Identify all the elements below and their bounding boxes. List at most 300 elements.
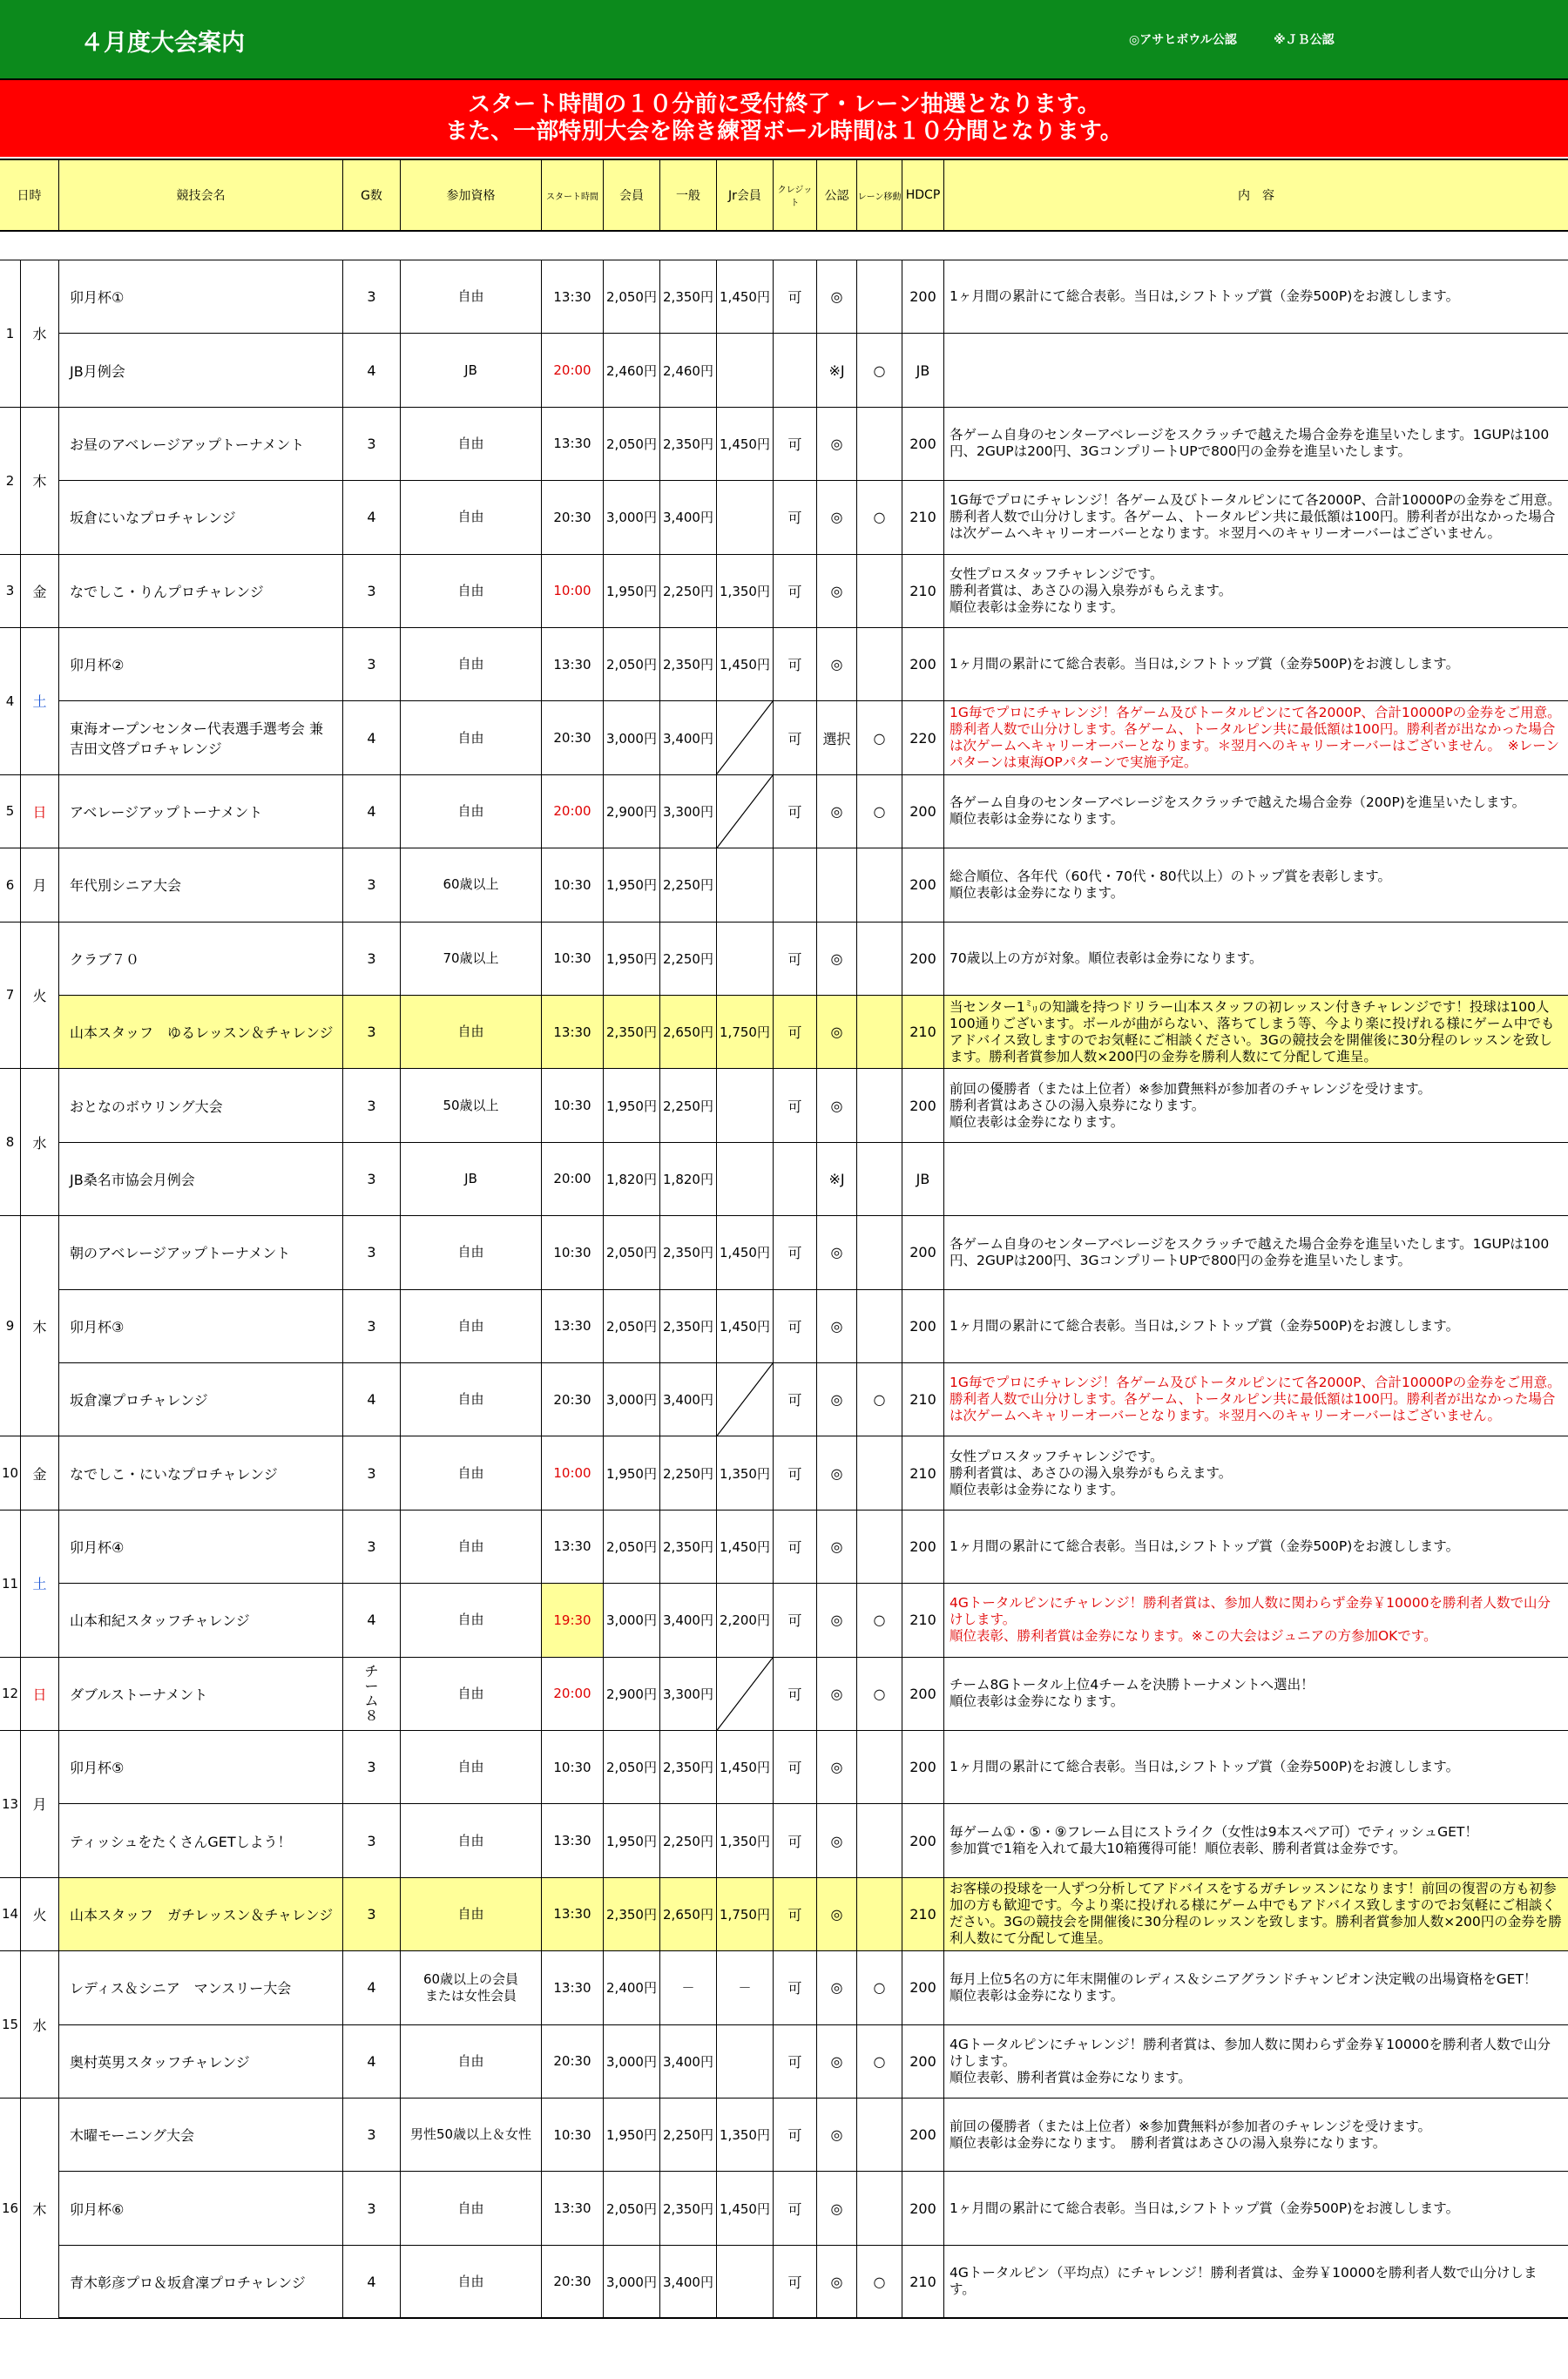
table-row <box>0 701 1568 774</box>
weekday: 水 <box>21 1069 59 1215</box>
table-row <box>0 1216 1568 1289</box>
event-name: 卯月杯⑤ <box>59 1731 343 1803</box>
games-count: 3 <box>343 2172 401 2244</box>
official-mark: ◎ <box>817 1731 857 1803</box>
table-row <box>0 2025 1568 2099</box>
general-fee: 2,650円 <box>660 1878 717 1950</box>
lane-move: ○ <box>857 775 902 848</box>
official-mark: ◎ <box>817 2099 857 2171</box>
official-mark: ◎ <box>817 775 857 848</box>
title-bar <box>0 0 1568 80</box>
table-row <box>0 1584 1568 1657</box>
official-mark: ◎ <box>817 1363 857 1436</box>
start-time: 20:30 <box>542 481 604 553</box>
credit-ok: 可 <box>774 775 817 848</box>
hdcp: 200 <box>902 1658 944 1730</box>
start-time: 10:00 <box>542 1436 604 1509</box>
event-name: なでしこ・にいなプロチャレンジ <box>59 1436 343 1509</box>
weekday: 金 <box>21 1436 59 1509</box>
official-mark: ◎ <box>817 555 857 627</box>
weekday: 木 <box>21 2099 59 2318</box>
event-name: ティッシュをたくさんGETしよう！ <box>59 1804 343 1876</box>
event-content: 女性プロスタッフチャレンジです。 勝利者賞は、あさひの湯入泉券がもらえます。 順位表彰は金券になります。 <box>950 565 1233 615</box>
lane-move <box>857 1436 902 1509</box>
header-spacer <box>0 232 1568 260</box>
eligibility: 自由 <box>401 1363 542 1436</box>
general-fee: 2,350円 <box>660 1216 717 1288</box>
event-content: 前回の優勝者（または上位者）※参加費無料が参加者のチャレンジを受けます。 順位表彰は金券になります。 勝利者賞はあさひの湯入泉券になります。 <box>950 2118 1432 2151</box>
official-mark: ◎ <box>817 1878 857 1950</box>
event-content: 1ヶ月間の累計にて総合表彰。当日は,シフトトップ賞（金券500P)をお渡しします。 <box>950 656 1460 672</box>
member-fee: 2,050円 <box>604 408 660 480</box>
start-time: 20:30 <box>542 701 604 774</box>
member-fee: 2,400円 <box>604 1951 660 2024</box>
col-start-time: スタート時間 <box>542 160 604 230</box>
lane-move <box>857 555 902 627</box>
games-count: 3 <box>343 2099 401 2171</box>
weekday: 木 <box>21 408 59 554</box>
event-name: 山本スタッフ ゆるレッスン＆チャレンジ <box>59 996 343 1068</box>
general-fee: 2,350円 <box>660 1731 717 1803</box>
weekday: 土 <box>21 628 59 774</box>
jr-fee <box>717 923 774 995</box>
event-name: ダブルストーナメント <box>59 1658 343 1730</box>
general-fee: － <box>660 1951 717 2024</box>
table-row <box>0 555 1568 628</box>
eligibility: JB <box>401 1143 542 1215</box>
eligibility: 自由 <box>401 1436 542 1509</box>
event-name: 青木彰彦プロ＆坂倉凜プロチャレンジ <box>59 2246 343 2318</box>
hdcp: 200 <box>902 1511 944 1583</box>
weekday: 土 <box>21 1511 59 1657</box>
event-name: 年代別シニア大会 <box>59 848 343 921</box>
event-name: クラブ７０ <box>59 923 343 995</box>
credit-ok: 可 <box>774 2246 817 2318</box>
table-row <box>0 334 1568 407</box>
hdcp: 210 <box>902 996 944 1068</box>
event-name: 坂倉にいなプロチャレンジ <box>59 481 343 553</box>
eligibility: 自由 <box>401 555 542 627</box>
weekday: 水 <box>21 260 59 407</box>
general-fee: 2,350円 <box>660 1511 717 1583</box>
day-number: 7 <box>0 923 21 1069</box>
member-fee: 1,950円 <box>604 1436 660 1509</box>
hdcp: 200 <box>902 628 944 700</box>
credit-ok: 可 <box>774 1804 817 1876</box>
lane-move <box>857 2099 902 2171</box>
start-time: 20:30 <box>542 1363 604 1436</box>
lane-move <box>857 848 902 921</box>
start-time: 13:30 <box>542 1878 604 1950</box>
official-mark: ◎ <box>817 481 857 553</box>
event-content: 4Gトータルピンにチャレンジ！勝利者賞は、参加人数に関わらず金券￥10000を勝利者人数で山分けします。 順位表彰、勝利者賞は金券になります。※この大会はジュニアの方参加OKです。 <box>950 1595 1551 1645</box>
event-name: 坂倉凜プロチャレンジ <box>59 1363 343 1436</box>
day-number: 14 <box>0 1878 21 1950</box>
games-count: 3 <box>343 1731 401 1803</box>
jr-fee: 2,200円 <box>717 1584 774 1656</box>
table-row <box>0 408 1568 481</box>
member-fee: 3,000円 <box>604 2025 660 2098</box>
lane-move <box>857 1216 902 1288</box>
games-count: 4 <box>343 1584 401 1656</box>
official-mark: ◎ <box>817 1658 857 1730</box>
general-fee: 2,460円 <box>660 334 717 406</box>
lane-move: ○ <box>857 481 902 553</box>
event-content: 各ゲーム自身のセンターアベレージをスクラッチで越えた場合金券を進呈いたします。1GUPは100円、2GUPは200円、3GコンプリートUPで800円の金券を進呈いたします。 <box>950 1235 1550 1268</box>
col-content: 内 容 <box>1238 189 1274 203</box>
day-number: 1 <box>0 260 21 407</box>
official-mark: ◎ <box>817 2246 857 2318</box>
legend-jb: ※ＪＢ公認 <box>1274 33 1335 47</box>
lane-move: ○ <box>857 701 902 774</box>
lane-move <box>857 2172 902 2244</box>
table-row <box>0 260 1568 334</box>
start-time: 13:30 <box>542 260 604 333</box>
start-time: 10:30 <box>542 848 604 921</box>
member-fee: 2,050円 <box>604 1290 660 1362</box>
member-fee: 2,900円 <box>604 1658 660 1730</box>
jr-fee: 1,450円 <box>717 408 774 480</box>
jr-fee <box>717 1658 774 1730</box>
official-mark: ◎ <box>817 1951 857 2024</box>
member-fee: 3,000円 <box>604 1584 660 1656</box>
jr-fee: 1,450円 <box>717 2172 774 2244</box>
games-count: 4 <box>343 701 401 774</box>
event-content: 毎ゲーム①・⑤・⑨フレーム目にストライク（女性は9本スペア可）でティッシュGET！ 参加賞で1箱を入れて最大10箱獲得可能！順位表彰、勝利者賞は金券です。 <box>950 1824 1478 1857</box>
day-number: 5 <box>0 775 21 848</box>
games-count: 3 <box>343 1878 401 1950</box>
lane-move <box>857 260 902 333</box>
jr-fee <box>717 775 774 848</box>
table-header <box>0 159 1568 232</box>
start-time: 10:30 <box>542 1216 604 1288</box>
event-content: 1G毎でプロにチャレンジ！各ゲーム及びトータルピンにて各2000P、合計10000Pの金券をご用意。勝利者人数で山分けします。各ゲーム、トータルピン共に最低額は100円。勝利者が出なかった場合は次ゲームへキャリーオーバーとなります。＊翌月へのキャリーオーバーはございません。 <box>950 1375 1561 1424</box>
credit-ok: 可 <box>774 2025 817 2098</box>
member-fee: 2,050円 <box>604 1216 660 1288</box>
member-fee: 3,000円 <box>604 481 660 553</box>
eligibility: 自由 <box>401 1731 542 1803</box>
eligibility: 自由 <box>401 701 542 774</box>
jr-fee: 1,350円 <box>717 2099 774 2171</box>
start-time: 10:00 <box>542 555 604 627</box>
lane-move <box>857 1511 902 1583</box>
credit-ok: 可 <box>774 701 817 774</box>
day-number: 3 <box>0 555 21 627</box>
general-fee: 2,250円 <box>660 555 717 627</box>
day-number: 2 <box>0 408 21 554</box>
hdcp: 210 <box>902 555 944 627</box>
official-mark: ◎ <box>817 260 857 333</box>
table-row <box>0 1143 1568 1216</box>
games-count: 3 <box>343 1143 401 1215</box>
jr-fee-value <box>742 803 747 819</box>
hdcp: 200 <box>902 1216 944 1288</box>
event-content <box>944 1143 1568 1215</box>
official-mark: ◎ <box>817 1216 857 1288</box>
jr-fee: 1,450円 <box>717 1731 774 1803</box>
start-time: 10:30 <box>542 923 604 995</box>
event-content: 毎月上位5名の方に年末開催のレディス＆シニアグランドチャンピオン決定戦の出場資格をGET！ 順位表彰は金券になります。 <box>950 1970 1538 2004</box>
weekday: 月 <box>21 848 59 921</box>
hdcp: 200 <box>902 1951 944 2024</box>
hdcp: 200 <box>902 848 944 921</box>
event-content: 1G毎でプロにチャレンジ！各ゲーム及びトータルピンにて各2000P、合計10000Pの金券をご用意。勝利者人数で山分けします。各ゲーム、トータルピン共に最低額は100円。勝利者が出なかった場合は次ゲームへキャリーオーバーとなります。＊翌月へのキャリーオーバーはございません。 <box>950 492 1561 542</box>
start-time: 10:30 <box>542 2099 604 2171</box>
eligibility: 自由 <box>401 775 542 848</box>
hdcp: 200 <box>902 2099 944 2171</box>
lane-move <box>857 1143 902 1215</box>
official-mark: ◎ <box>817 1436 857 1509</box>
hdcp: 200 <box>902 2172 944 2244</box>
jr-fee: 1,450円 <box>717 260 774 333</box>
member-fee: 2,050円 <box>604 1731 660 1803</box>
event-content: お客様の投球を一人ずつ分析してアドバイスをするガチレッスンになります！前回の復習の方も初参加の方も歓迎です。今より楽に投げれる様にゲーム中でもアドバイス致しますのでお気軽にご相談ください。3Gの競技会を開催後に30分程のレッスンを致します。勝利者賞参加人数×200円の金券を勝利人数にて分配して進呈。 <box>944 1878 1568 1950</box>
event-content <box>944 334 1568 406</box>
table-row <box>0 1658 1568 1731</box>
hdcp: 200 <box>902 1804 944 1876</box>
jr-fee: 1,450円 <box>717 1216 774 1288</box>
credit-ok: 可 <box>774 628 817 700</box>
event-name: レディス＆シニア マンスリー大会 <box>59 1951 343 2024</box>
start-time: 20:30 <box>542 2025 604 2098</box>
credit-ok: 可 <box>774 1584 817 1656</box>
credit-ok: 可 <box>774 1069 817 1141</box>
day-number: 10 <box>0 1436 21 1509</box>
credit-ok: 可 <box>774 1511 817 1583</box>
event-content: 女性プロスタッフチャレンジです。 勝利者賞は、あさひの湯入泉券がもらえます。 順位表彰は金券になります。 <box>950 1448 1233 1497</box>
col-hdcp: HDCP <box>902 160 944 230</box>
jr-fee: 1,350円 <box>717 1804 774 1876</box>
jr-fee: 1,450円 <box>717 1290 774 1362</box>
start-time: 20:00 <box>542 334 604 406</box>
member-fee: 1,950円 <box>604 923 660 995</box>
eligibility: 自由 <box>401 996 542 1068</box>
eligibility: 自由 <box>401 2172 542 2244</box>
start-time: 13:30 <box>542 408 604 480</box>
jr-fee: 1,750円 <box>717 996 774 1068</box>
table-row <box>0 923 1568 996</box>
games-count: 3 <box>343 1436 401 1509</box>
day-number: 13 <box>0 1731 21 1877</box>
credit-ok: 可 <box>774 1658 817 1730</box>
official-mark: ※J <box>817 334 857 406</box>
member-fee: 2,050円 <box>604 1511 660 1583</box>
event-content: 1ヶ月間の累計にて総合表彰。当日は,シフトトップ賞（金券500P)をお渡しします。 <box>950 1538 1460 1554</box>
event-content: 1ヶ月間の累計にて総合表彰。当日は,シフトトップ賞（金券500P)をお渡しします。 <box>950 288 1460 305</box>
start-time: 10:30 <box>542 1069 604 1141</box>
games-count: 3 <box>343 628 401 700</box>
credit-ok: 可 <box>774 260 817 333</box>
eligibility: 自由 <box>401 1804 542 1876</box>
table-row <box>0 1951 1568 2024</box>
start-time: 13:30 <box>542 996 604 1068</box>
eligibility: 50歳以上 <box>401 1069 542 1141</box>
eligibility: 自由 <box>401 1216 542 1288</box>
table-row <box>0 1363 1568 1436</box>
event-content: 1ヶ月間の累計にて総合表彰。当日は,シフトトップ賞（金券500P)をお渡しします。 <box>950 2200 1460 2216</box>
lane-move <box>857 923 902 995</box>
hdcp: 210 <box>902 1436 944 1509</box>
col-general-fee: 一般 <box>660 160 717 230</box>
start-time: 19:30 <box>542 1584 604 1656</box>
table-row <box>0 2172 1568 2245</box>
event-content: 1ヶ月間の累計にて総合表彰。当日は,シフトトップ賞（金券500P)をお渡しします。 <box>950 1759 1460 1775</box>
official-mark: ◎ <box>817 2025 857 2098</box>
lane-move <box>857 1731 902 1803</box>
hdcp: 200 <box>902 2025 944 2098</box>
jr-fee-value <box>742 1392 747 1408</box>
official-mark: ※J <box>817 1143 857 1215</box>
day-number: 4 <box>0 628 21 774</box>
hdcp: 200 <box>902 408 944 480</box>
member-fee: 3,000円 <box>604 701 660 774</box>
eligibility: 自由 <box>401 1658 542 1730</box>
eligibility: 男性50歳以上＆女性 <box>401 2099 542 2171</box>
day-number: 9 <box>0 1216 21 1436</box>
event-content: 当センター1㍉の知識を持つドリラー山本スタッフの初レッスン付きチャレンジです！投球は100人100通りございます。ボールが曲がらない、落ちてしまう等、今より楽に投げれる様にゲーム中でもアドバイス致しますのでお気軽にご相談ください。3Gの競技会を開催後に30分程のレッスンを致します。勝利者賞参加人数×200円の金券を勝利人数にて分配して進呈。 <box>944 996 1568 1068</box>
event-content: 1G毎でプロにチャレンジ！各ゲーム及びトータルピンにて各2000P、合計10000Pの金券をご用意。勝利者人数で山分けします。各ゲーム、トータルピン共に最低額は100円。勝利者が出なかった場合は次ゲームへキャリーオーバーとなります。＊翌月へのキャリーオーバーはございません。 ※レーンパターンは東海OPパターンで実施予定。 <box>950 705 1561 771</box>
day-number: 6 <box>0 848 21 921</box>
weekday: 木 <box>21 1216 59 1436</box>
general-fee: 1,820円 <box>660 1143 717 1215</box>
event-content: 4Gトータルピンにチャレンジ！勝利者賞は、参加人数に関わらず金券￥10000を勝利者人数で山分けします。 順位表彰、勝利者賞は金券になります。 <box>950 2036 1551 2085</box>
start-time: 13:30 <box>542 1804 604 1876</box>
event-name: 山本スタッフ ガチレッスン＆チャレンジ <box>59 1878 343 1950</box>
games-count: 4 <box>343 334 401 406</box>
table-row <box>0 2099 1568 2172</box>
event-name: 卯月杯① <box>59 260 343 333</box>
eligibility: JB <box>401 334 542 406</box>
event-name: JB月例会 <box>59 334 343 406</box>
event-name: 卯月杯③ <box>59 1290 343 1362</box>
page-title: ４月度大会案内 <box>80 30 245 57</box>
games-count: 3 <box>343 1804 401 1876</box>
table-row <box>0 1878 1568 1951</box>
day-number: 12 <box>0 1658 21 1730</box>
day-number: 16 <box>0 2099 21 2318</box>
games-count: 3 <box>343 923 401 995</box>
col-official: 公認 <box>817 160 857 230</box>
event-name: 山本和紀スタッフチャレンジ <box>59 1584 343 1656</box>
general-fee: 2,650円 <box>660 996 717 1068</box>
eligibility: 60歳以上 <box>401 848 542 921</box>
event-name: 奥村英男スタッフチャレンジ <box>59 2025 343 2098</box>
hdcp: 220 <box>902 701 944 774</box>
credit-ok: 可 <box>774 2172 817 2244</box>
member-fee: 1,950円 <box>604 1069 660 1141</box>
general-fee: 3,400円 <box>660 701 717 774</box>
hdcp: 200 <box>902 260 944 333</box>
event-name: 卯月杯② <box>59 628 343 700</box>
member-fee: 2,350円 <box>604 996 660 1068</box>
eligibility: 70歳以上 <box>401 923 542 995</box>
hdcp: 200 <box>902 775 944 848</box>
general-fee: 2,350円 <box>660 1290 717 1362</box>
official-mark: ◎ <box>817 1511 857 1583</box>
general-fee: 2,350円 <box>660 628 717 700</box>
start-time: 13:30 <box>542 1290 604 1362</box>
member-fee: 2,900円 <box>604 775 660 848</box>
hdcp: 200 <box>902 1069 944 1141</box>
jr-fee <box>717 1069 774 1141</box>
event-name: お昼のアベレージアップトーナメント <box>59 408 343 480</box>
games-count: 3 <box>343 260 401 333</box>
games-count: 4 <box>343 775 401 848</box>
hdcp: 210 <box>902 2246 944 2318</box>
event-content: 総合順位、各年代（60代・70代・80代以上）のトップ賞を表彰します。 順位表彰は金券になります。 <box>950 868 1391 901</box>
member-fee: 2,050円 <box>604 628 660 700</box>
start-time: 13:30 <box>542 1951 604 2024</box>
jr-fee <box>717 701 774 774</box>
weekday: 金 <box>21 555 59 627</box>
eligibility: 自由 <box>401 260 542 333</box>
eligibility: 自由 <box>401 1290 542 1362</box>
lane-move <box>857 628 902 700</box>
event-name: なでしこ・りんプロチャレンジ <box>59 555 343 627</box>
notice-line-1: スタート時間の１０分前に受付終了・レーン抽選となります。 <box>468 91 1100 118</box>
credit-ok: 可 <box>774 555 817 627</box>
weekday: 火 <box>21 923 59 1069</box>
official-mark: ◎ <box>817 2172 857 2244</box>
weekday: 水 <box>21 1951 59 2098</box>
jr-fee: 1,750円 <box>717 1878 774 1950</box>
official-mark: ◎ <box>817 1584 857 1656</box>
member-fee: 1,820円 <box>604 1143 660 1215</box>
day-number: 15 <box>0 1951 21 2098</box>
jr-fee <box>717 848 774 921</box>
hdcp: 200 <box>902 1290 944 1362</box>
start-time: 13:30 <box>542 2172 604 2244</box>
start-time: 13:30 <box>542 628 604 700</box>
event-content: 各ゲーム自身のセンターアベレージをスクラッチで越えた場合金券を進呈いたします。1GUPは100円、2GUPは200円、3GコンプリートUPで800円の金券を進呈いたします。 <box>950 427 1550 460</box>
lane-move: ○ <box>857 1584 902 1656</box>
member-fee: 2,050円 <box>604 260 660 333</box>
hdcp: 200 <box>902 1731 944 1803</box>
general-fee: 3,300円 <box>660 775 717 848</box>
eligibility: 60歳以上の会員 または女性会員 <box>401 1951 542 2024</box>
event-name: 卯月杯⑥ <box>59 2172 343 2244</box>
jr-fee: 1,350円 <box>717 1436 774 1509</box>
table-row <box>0 628 1568 701</box>
credit-ok: 可 <box>774 1878 817 1950</box>
table-row <box>0 996 1568 1069</box>
jr-fee: － <box>717 1951 774 2024</box>
table-row <box>0 1511 1568 1584</box>
official-mark <box>817 848 857 921</box>
event-content: 各ゲーム自身のセンターアベレージをスクラッチで越えた場合金券（200P)を進呈いたします。 順位表彰は金券になります。 <box>950 794 1526 828</box>
credit-ok: 可 <box>774 481 817 553</box>
lane-move: ○ <box>857 2025 902 2098</box>
jr-fee: 1,450円 <box>717 628 774 700</box>
games-count: 3 <box>343 1290 401 1362</box>
lane-move <box>857 1878 902 1950</box>
credit-ok: 可 <box>774 996 817 1068</box>
start-time: 20:00 <box>542 1143 604 1215</box>
games-count: チ ー ム ８ <box>343 1658 401 1730</box>
col-games: G数 <box>343 160 401 230</box>
general-fee: 3,400円 <box>660 481 717 553</box>
event-name: 木曜モーニング大会 <box>59 2099 343 2171</box>
table-row <box>0 775 1568 848</box>
member-fee: 1,950円 <box>604 848 660 921</box>
lane-move <box>857 1804 902 1876</box>
table-row <box>0 1436 1568 1510</box>
event-content: 4Gトータルピン（平均点）にチャレンジ！勝利者賞は、金券￥10000を勝利者人数で山分けします。 <box>950 2265 1538 2298</box>
col-event-name: 競技会名 <box>59 160 343 230</box>
general-fee: 3,400円 <box>660 1363 717 1436</box>
credit-ok: 可 <box>774 1731 817 1803</box>
event-name: アベレージアップトーナメント <box>59 775 343 848</box>
